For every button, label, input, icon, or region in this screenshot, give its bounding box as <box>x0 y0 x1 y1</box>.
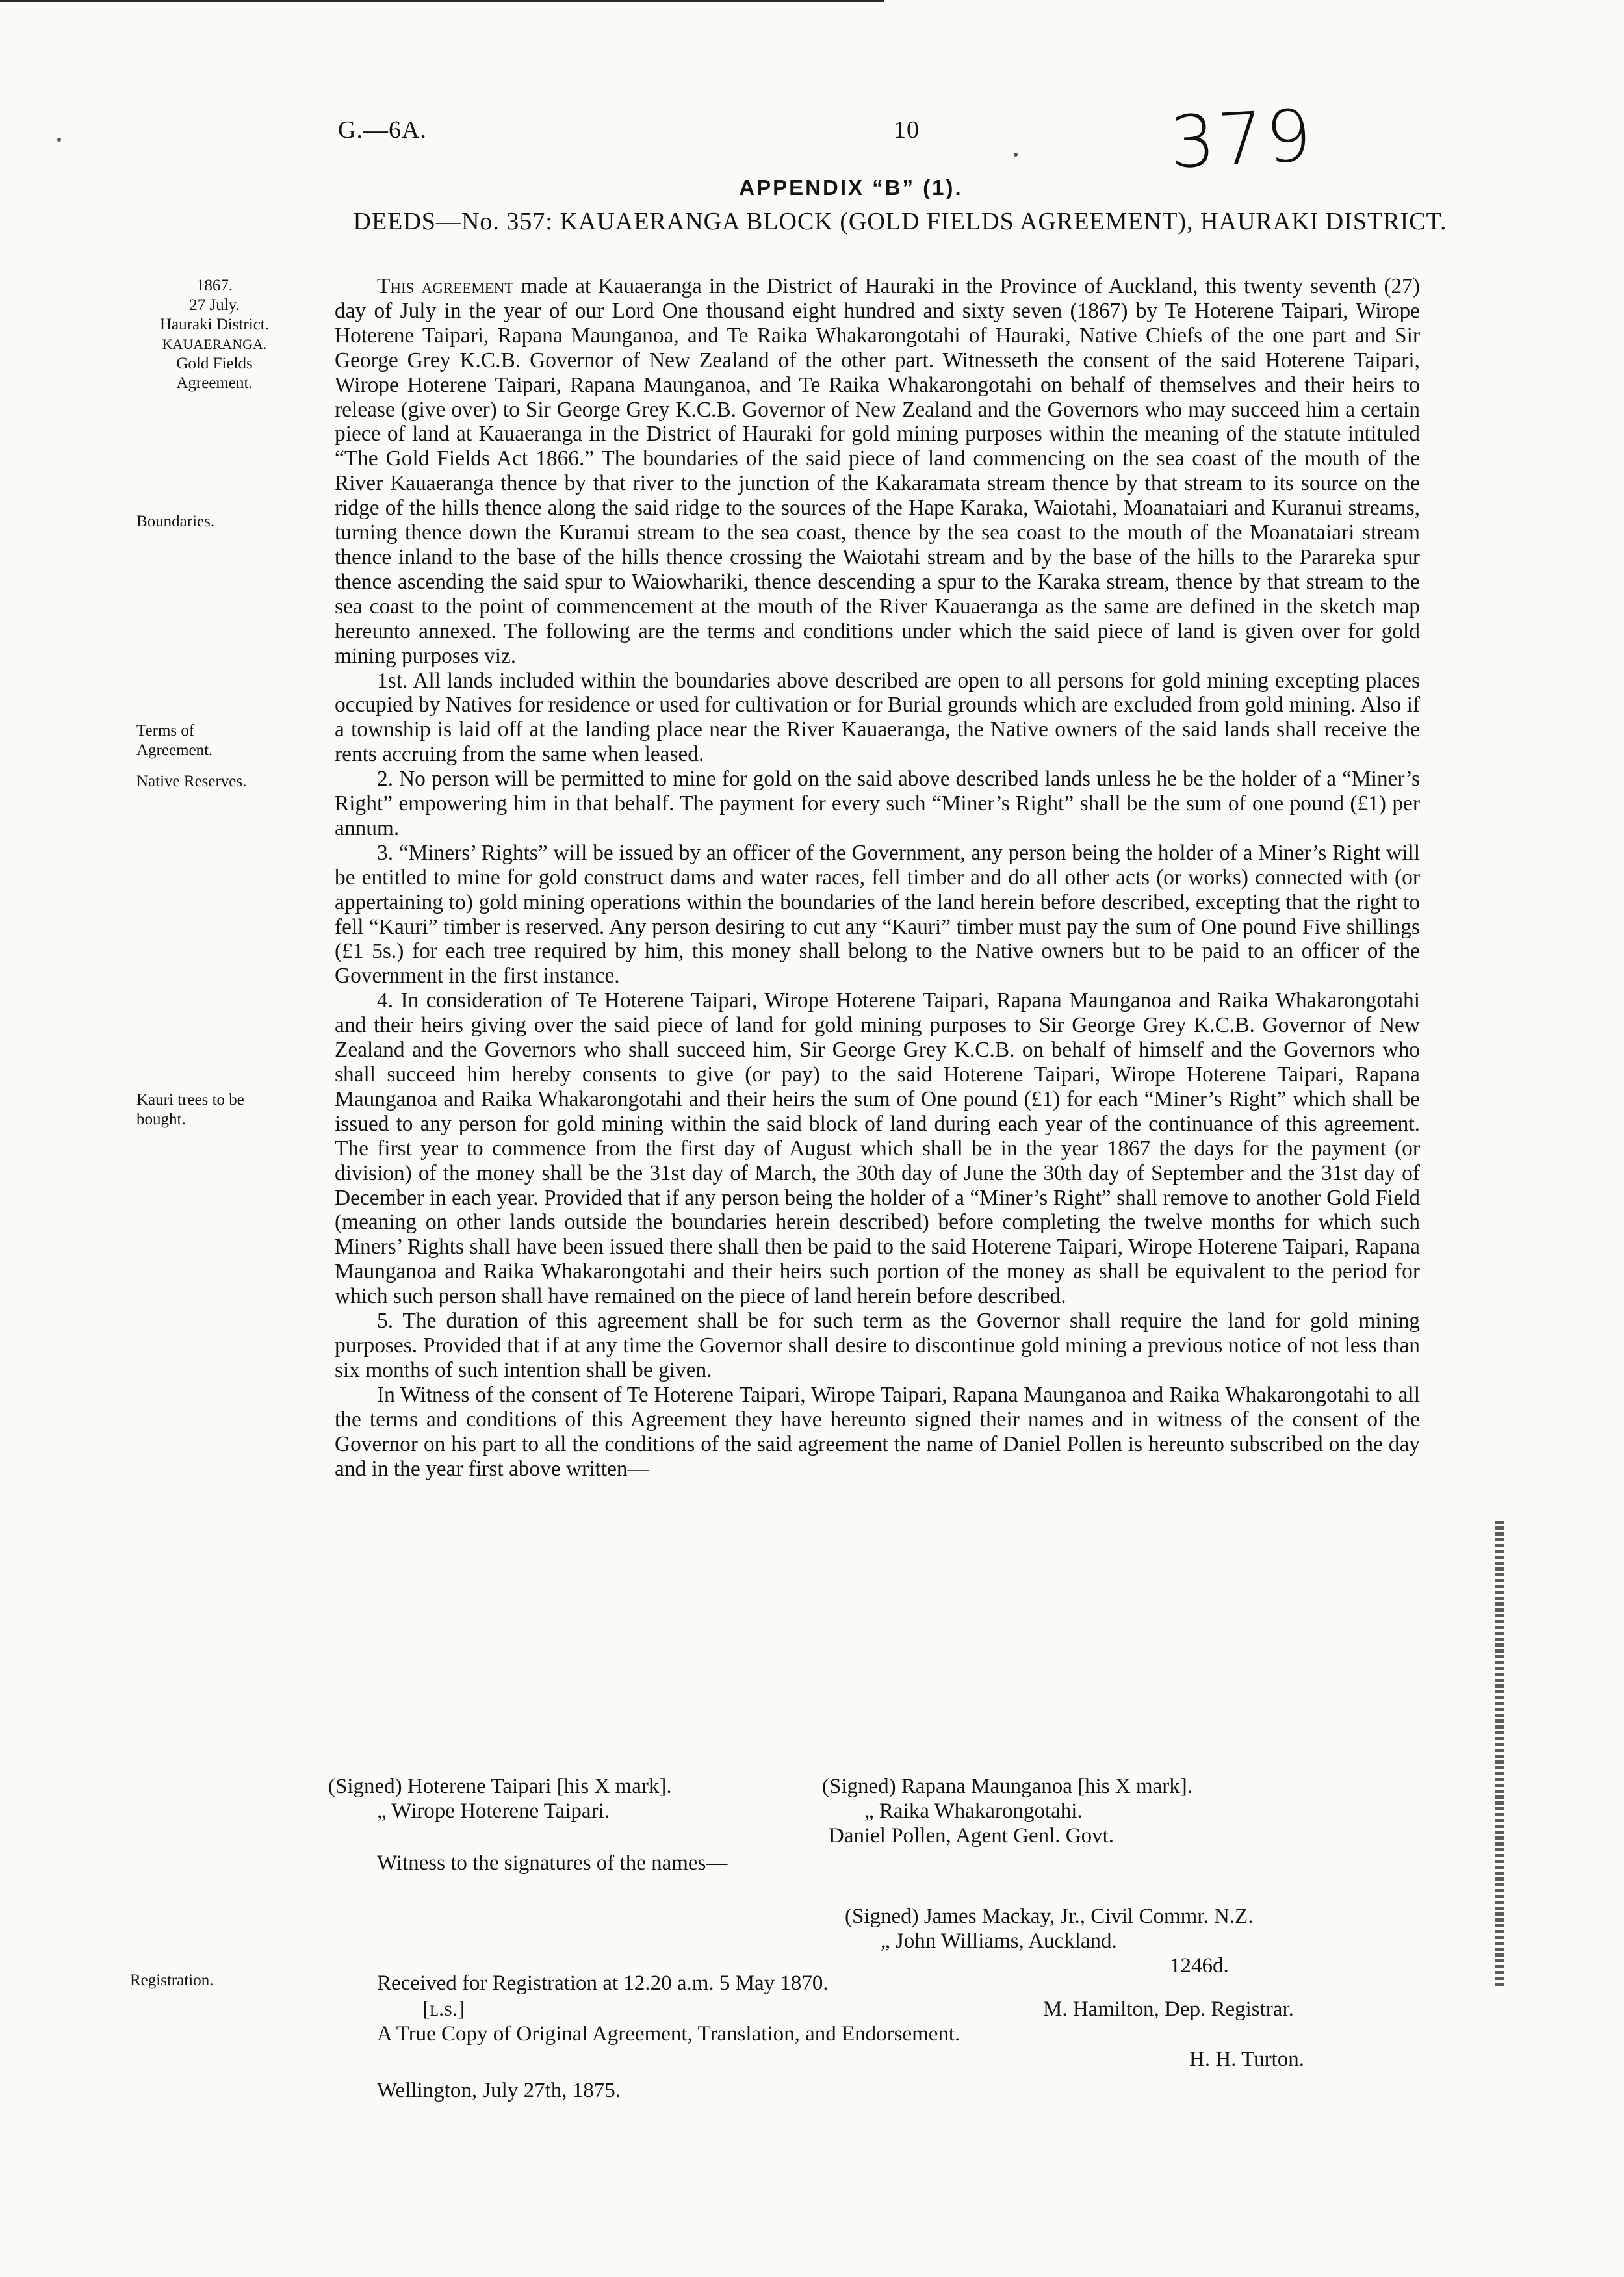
agreement-body <box>335 274 1420 1481</box>
margin-block: KAUAERANGA. <box>162 336 267 352</box>
signature-pollen: Daniel Pollen, Agent Genl. Govt. <box>829 1824 1115 1847</box>
deed-title: DEEDS—No. 357: KAUAERANGA BLOCK (GOLD FIELDS AGREEMENT), HAURAKI DISTRICT. <box>353 208 1447 235</box>
binding-edge-mark <box>1495 1521 1504 1988</box>
opening-words: This agreement <box>377 274 514 298</box>
paragraph-clause-3: 3. “Miners’ Rights” will be issued by an officer of the Government, any person being the holder of a Miner’s Right will be entitled to mine for gold construct dams and water races, fell timber and do all other acts (or works) connected with (or appertaining to) gold mining operations within the boundaries of the land herein before described, excepting that the right to fell “Kauri” timber is reserved. Any person desiring to cut any “Kauri” timber must pay the sum of One pound Five shillings (£1 5s.) for each tree required by him, this money shall belong to the Native owners but to be paid to an officer of the Government in the first instance. <box>335 840 1420 988</box>
margin-kauri-line2: bought. <box>136 1111 186 1128</box>
true-copy-note: A True Copy of Original Agreement, Translation, and Endorsement. <box>377 2022 960 2046</box>
witness-mackay: (Signed) James Mackay, Jr., Civil Commr. N.Z. <box>845 1905 1254 1928</box>
margin-note-registration: Registration. <box>130 1972 214 1989</box>
scan-speck <box>1014 153 1018 157</box>
paragraph-preamble <box>335 274 1420 669</box>
handwritten-page-number: 379 <box>1167 94 1317 185</box>
preamble-text: made at Kauaeranga in the District of Hauraki in the Province of Auckland, this twenty seventh (27) day of July in the year of our Lord One thousand eight hundred and sixty seven (1867) by Te Hoterene Taipari, Wirope Hoterene Taipari, Rapana Maunganoa, and Te Raika Whakarongotahi of Hauraki, Native Chiefs of the one part and Sir George Grey K.C.B. Governor of New Zealand of the other part. Witnesseth the consent of the said Hoterene Taipari, Wirope Hoterene Taipari, Rapana Maunganoa, and Te Raika Whakarongotahi on behalf of themselves and their heirs to release (give over) to Sir George Grey K.C.B. Governor of New Zealand and the Governors who may succeed him a certain piece of land at Kauaeranga in the District of Hauraki for gold mining purposes within the meaning of the statute intituled “The Gold Fields Act 1866.” The boundaries of the said piece of land commencing on the sea coast of the mouth of the River Kauaeranga thence by that river to the junction of the Kakaramata stream thence by that stream to its source on the ridge of the hills thence along the said ridge to the sources of the Hape Karaka, Waiotahi, Moanataiari and Kuranui streams, turning thence down the Kuranui stream to the sea coast, thence by the sea coast to the mouth of the Moanataiari stream thence inland to the base of the hills thence crossing the Waiotahi stream and by the base of the hills to the Parareka spur thence ascending the said spur to Waiowhariki, thence descending a spur to the Karaka stream, thence by that stream to the sea coast to the point of commencement at the mouth of the River Kauaeranga as the same are defined in the sketch map hereunto annexed. The following are the terms and conditions under which the said piece of land is given over for gold mining purposes viz. <box>335 274 1420 668</box>
seal-mark: [l.s.] <box>422 1998 465 2021</box>
paragraph-clause-1: 1st. All lands included within the boundaries above described are open to all persons for gold mining excepting places occupied by Natives for residence or used for cultivation or for Burial grounds which are excluded from gold mining. Also if a township is laid off at the landing place near the River Kauaeranga, the Native owners of the said lands shall receive the rents accruing from the same when leased. <box>335 668 1420 767</box>
paragraph-clause-4: 4. In consideration of Te Hoterene Taipari, Wirope Hoterene Taipari, Rapana Maunganoa and Raika Whakarongotahi and their heirs giving over the said piece of land for gold mining purposes to Sir George Grey K.C.B. Governor of New Zealand and the Governors who shall succeed him, Sir George Grey K.C.B. on behalf of himself and the Governors who shall succeed him hereby consents to give (or pay) to the said Hoterene Taipari, Wirope Hoterene Taipari, Rapana Maunganoa and Raika Whakarongotahi and their heirs the sum of One pound (£1) for each “Miner’s Right” which shall be issued to any person for gold mining within the said block of land during each year of the continuance of this agreement. The first year to commence from the first day of August which shall be in the year 1867 the days for the payment (or division) of the money shall be the 31st day of March, the 30th day of June the 30th day of September and the 31st day of December in each year. Provided that if any person being the holder of a “Miner’s Right” shall remove to another Gold Field (meaning on other lands outside the boundaries herein described) before completing the twelve months for which such Miners’ Rights shall have been issued there shall then be paid to the said Hoterene Taipari, Wirope Hoterene Taipari, Rapana Maunganoa and Raika Whakarongotahi and their heirs such portion of the money as shall be equivalent to the period for which such person shall have remained on the piece of land herein before described. <box>335 988 1420 1309</box>
margin-note-date <box>117 276 312 393</box>
margin-gold-fields: Gold Fields <box>176 355 253 372</box>
signature-hoterene: (Signed) Hoterene Taipari [his X mark]. <box>328 1775 672 1798</box>
witness-williams: „ John Williams, Auckland. <box>881 1929 1117 1953</box>
page-top-border <box>0 0 884 2</box>
margin-note-boundaries: Boundaries. <box>136 513 215 530</box>
margin-terms-line1: Terms of <box>136 722 195 740</box>
page-number: 10 <box>894 116 920 144</box>
copy-signer: H. H. Turton. <box>1189 2048 1304 2071</box>
document-number: 1246d. <box>1170 1954 1229 1977</box>
registration-received: Received for Registration at 12.20 a.m. 5 May 1870. <box>377 1972 829 1995</box>
place-date: Wellington, July 27th, 1875. <box>377 2079 621 2102</box>
margin-year: 1867. <box>196 277 233 294</box>
appendix-heading: APPENDIX “B” (1). <box>739 175 963 199</box>
document-reference: G.—6A. <box>338 116 427 144</box>
margin-note-reserves: Native Reserves. <box>136 773 247 790</box>
margin-district: Hauraki District. <box>159 316 269 333</box>
margin-kauri-line1: Kauri trees to be <box>136 1091 244 1109</box>
scan-speck <box>57 138 61 142</box>
signature-rapana: (Signed) Rapana Maunganoa [his X mark]. <box>822 1775 1193 1798</box>
margin-note-terms <box>136 721 312 760</box>
paragraph-clause-2: 2. No person will be permitted to mine for gold on the said above described lands unless he be the holder of a “Miner’s Right” empowering him in that behalf. The payment for every such “Miner’s Right” shall be the sum of one pound (£1) per annum. <box>335 767 1420 840</box>
margin-note-kauri <box>136 1090 312 1129</box>
registrar-signature: M. Hamilton, Dep. Registrar. <box>1043 1998 1294 2021</box>
paragraph-witness: In Witness of the consent of Te Hoterene Taipari, Wirope Taipari, Rapana Maunganoa and Raika Whakarongotahi to all the terms and conditions of this Agreement they have hereunto signed their names and in witness of the consent of the Governor on his part to all the conditions of the said agreement the name of Daniel Pollen is hereunto subscribed on the day and in the year first above written— <box>335 1382 1420 1481</box>
paragraph-clause-5: 5. The duration of this agreement shall be for such term as the Governor shall require the land for gold mining purposes. Provided that if at any time the Governor shall desire to discontinue gold mining a previous notice of not less than six months of such intention shall be given. <box>335 1309 1420 1382</box>
signature-wirope: „ Wirope Hoterene Taipari. <box>377 1799 610 1823</box>
margin-agreement: Agreement. <box>176 374 253 392</box>
margin-day: 27 July. <box>189 296 240 314</box>
witness-intro: Witness to the signatures of the names— <box>377 1851 728 1875</box>
margin-terms-line2: Agreement. <box>136 741 213 759</box>
signature-raika: „ Raika Whakarongotahi. <box>864 1799 1083 1823</box>
